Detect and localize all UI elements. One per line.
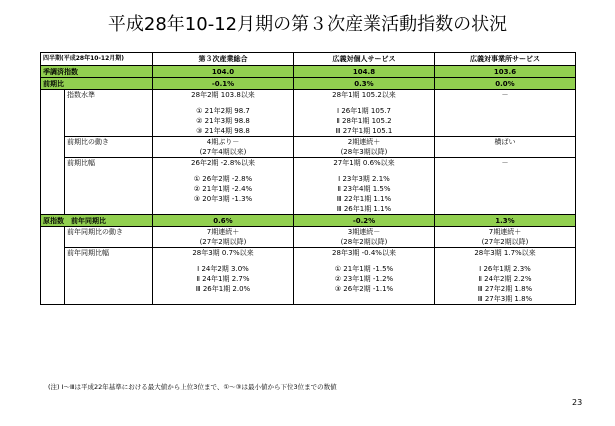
list-item: ③ 20年3期 -1.3% (193, 195, 253, 203)
index-level-row (41, 90, 576, 137)
seasonal-row (41, 66, 576, 78)
qoq-range-personal (294, 158, 435, 215)
list-item: Ⅲ 27年1期 105.1 (335, 127, 393, 135)
yoy-range-total-head: 28年3期 0.7%以来 (192, 249, 254, 257)
yoy-range-business-head: 28年3期 1.7%以来 (474, 249, 536, 257)
qoq-range-personal-head: 27年1期 0.6%以来 (333, 159, 395, 167)
qoq-label: 前期比 (41, 78, 153, 90)
yoy-movement-business-b: (27年2期以降) (481, 238, 529, 246)
yoy-movement-total-a: 7期連続＋ (206, 228, 240, 236)
list-item: ② 21年3期 98.8 (196, 117, 250, 125)
index-level-business (435, 90, 576, 137)
seasonal-business: 103.6 (435, 66, 576, 78)
list-item: ③ 26年2期 -1.1% (334, 285, 394, 293)
list-item: Ⅱ 28年1期 105.2 (336, 117, 392, 125)
original-business: 1.3% (435, 215, 576, 227)
qoq-range-total-list (155, 174, 291, 204)
list-item: ② 23年1期 -1.2% (334, 275, 394, 283)
original-label: 原指数 前年同期比 (41, 215, 153, 227)
qoq-movement-total-b: (27年4期以来) (199, 148, 247, 156)
list-item: ① 21年2期 98.7 (196, 107, 250, 115)
seasonal-total: 104.0 (153, 66, 294, 78)
yoy-movement-personal-b: (28年2期以降) (340, 238, 388, 246)
list-item: ① 26年2期 -2.8% (193, 175, 253, 183)
qoq-movement-personal-b: (28年3期以降) (340, 148, 388, 156)
yoy-range-personal (294, 248, 435, 305)
list-item: Ⅰ 26年1期 105.7 (337, 107, 391, 115)
list-item: Ⅲ 27年3期 1.8% (477, 295, 533, 303)
qoq-business: 0.0% (435, 78, 576, 90)
qoq-total: -0.1% (153, 78, 294, 90)
yoy-range-personal-head: 28年3期 -0.4%以来 (332, 249, 396, 257)
qoq-range-business (435, 158, 576, 215)
yoy-movement-personal (294, 227, 435, 248)
yoy-range-personal-list (296, 264, 432, 294)
yoy-movement-total (153, 227, 294, 248)
list-item: Ⅲ 26年1期 1.1% (336, 205, 392, 213)
original-row (41, 215, 576, 227)
index-level-business-head: － (501, 91, 509, 99)
index-level-total-head: 28年2期 103.8以来 (191, 91, 255, 99)
qoq-movement-personal-a: 2期連続＋ (347, 138, 381, 146)
original-personal: -0.2% (294, 215, 435, 227)
qoq-range-business-head: － (501, 159, 509, 167)
qoq-movement-total (153, 137, 294, 158)
list-item: Ⅱ 23年4期 1.5% (337, 185, 391, 193)
yoy-movement-business-a: 7期連続＋ (488, 228, 522, 236)
yoy-movement-label: 前年同期比の動き (65, 227, 153, 248)
qoq-movement-business-a: 横ばい (494, 138, 516, 146)
yoy-range-business (435, 248, 576, 305)
yoy-movement-row (41, 227, 576, 248)
col-header-business: 広義対事業所サービス (435, 53, 576, 66)
list-item: Ⅲ 27年2期 1.8% (477, 285, 533, 293)
qoq-movement-row (41, 137, 576, 158)
qoq-range-label: 前期比幅 (65, 158, 153, 215)
list-item: Ⅲ 22年1期 1.1% (336, 195, 392, 203)
index-level-personal-list (296, 106, 432, 136)
list-item: ② 21年1期 -2.4% (193, 185, 253, 193)
page-title: 平成28年10-12月期の第３次産業活動指数の状況 (107, 14, 508, 35)
col-header-total: 第３次産業総合 (153, 53, 294, 66)
yoy-movement-personal-a: 3期連続－ (347, 228, 381, 236)
index-level-personal (294, 90, 435, 137)
yoy-movement-total-b: (27年2期以降) (199, 238, 247, 246)
corner-header: 四半期(平成28年10-12月期) (41, 53, 153, 66)
list-item: Ⅰ 23年3期 2.1% (338, 175, 390, 183)
yoy-range-label: 前年同期比幅 (65, 248, 153, 305)
qoq-movement-business (435, 137, 576, 158)
yoy-group-spacer (41, 227, 65, 305)
list-item: Ⅰ 26年1期 2.3% (479, 265, 531, 273)
qoq-group-spacer (41, 90, 65, 215)
index-level-total (153, 90, 294, 137)
list-item: ③ 21年4期 98.8 (196, 127, 250, 135)
list-item: ① 21年1期 -1.5% (334, 265, 394, 273)
seasonal-label: 季調済指数 (41, 66, 153, 78)
qoq-movement-total-a: 4期ぶり－ (206, 138, 240, 146)
footnote: (注) Ⅰ～Ⅲは平成22年基準における最大値から上位3位まで、①～③は最小値から下位3位までの数値 (48, 383, 337, 391)
yoy-range-total (153, 248, 294, 305)
qoq-row (41, 78, 576, 90)
qoq-movement-personal (294, 137, 435, 158)
list-item: Ⅱ 24年1期 2.7% (196, 275, 250, 283)
seasonal-personal: 104.8 (294, 66, 435, 78)
qoq-range-personal-list (296, 174, 432, 214)
index-level-total-list (155, 106, 291, 136)
index-table (40, 52, 576, 305)
qoq-movement-label: 前期比の動き (65, 137, 153, 158)
original-total: 0.6% (153, 215, 294, 227)
qoq-personal: 0.3% (294, 78, 435, 90)
list-item: Ⅲ 26年1期 2.0% (195, 285, 251, 293)
list-item: Ⅱ 24年2期 2.2% (478, 275, 532, 283)
yoy-range-row (41, 248, 576, 305)
col-header-personal: 広義対個人サービス (294, 53, 435, 66)
yoy-movement-business (435, 227, 576, 248)
page-number: 23 (572, 398, 583, 407)
qoq-range-total-head: 26年2期 -2.8%以来 (191, 159, 255, 167)
list-item: Ⅰ 24年2期 3.0% (197, 265, 249, 273)
header-row (41, 53, 576, 66)
qoq-range-total (153, 158, 294, 215)
yoy-range-business-list (437, 264, 573, 304)
index-level-label: 指数水準 (65, 90, 153, 137)
index-level-personal-head: 28年1期 105.2以来 (332, 91, 396, 99)
qoq-range-row (41, 158, 576, 215)
yoy-range-total-list (155, 264, 291, 294)
